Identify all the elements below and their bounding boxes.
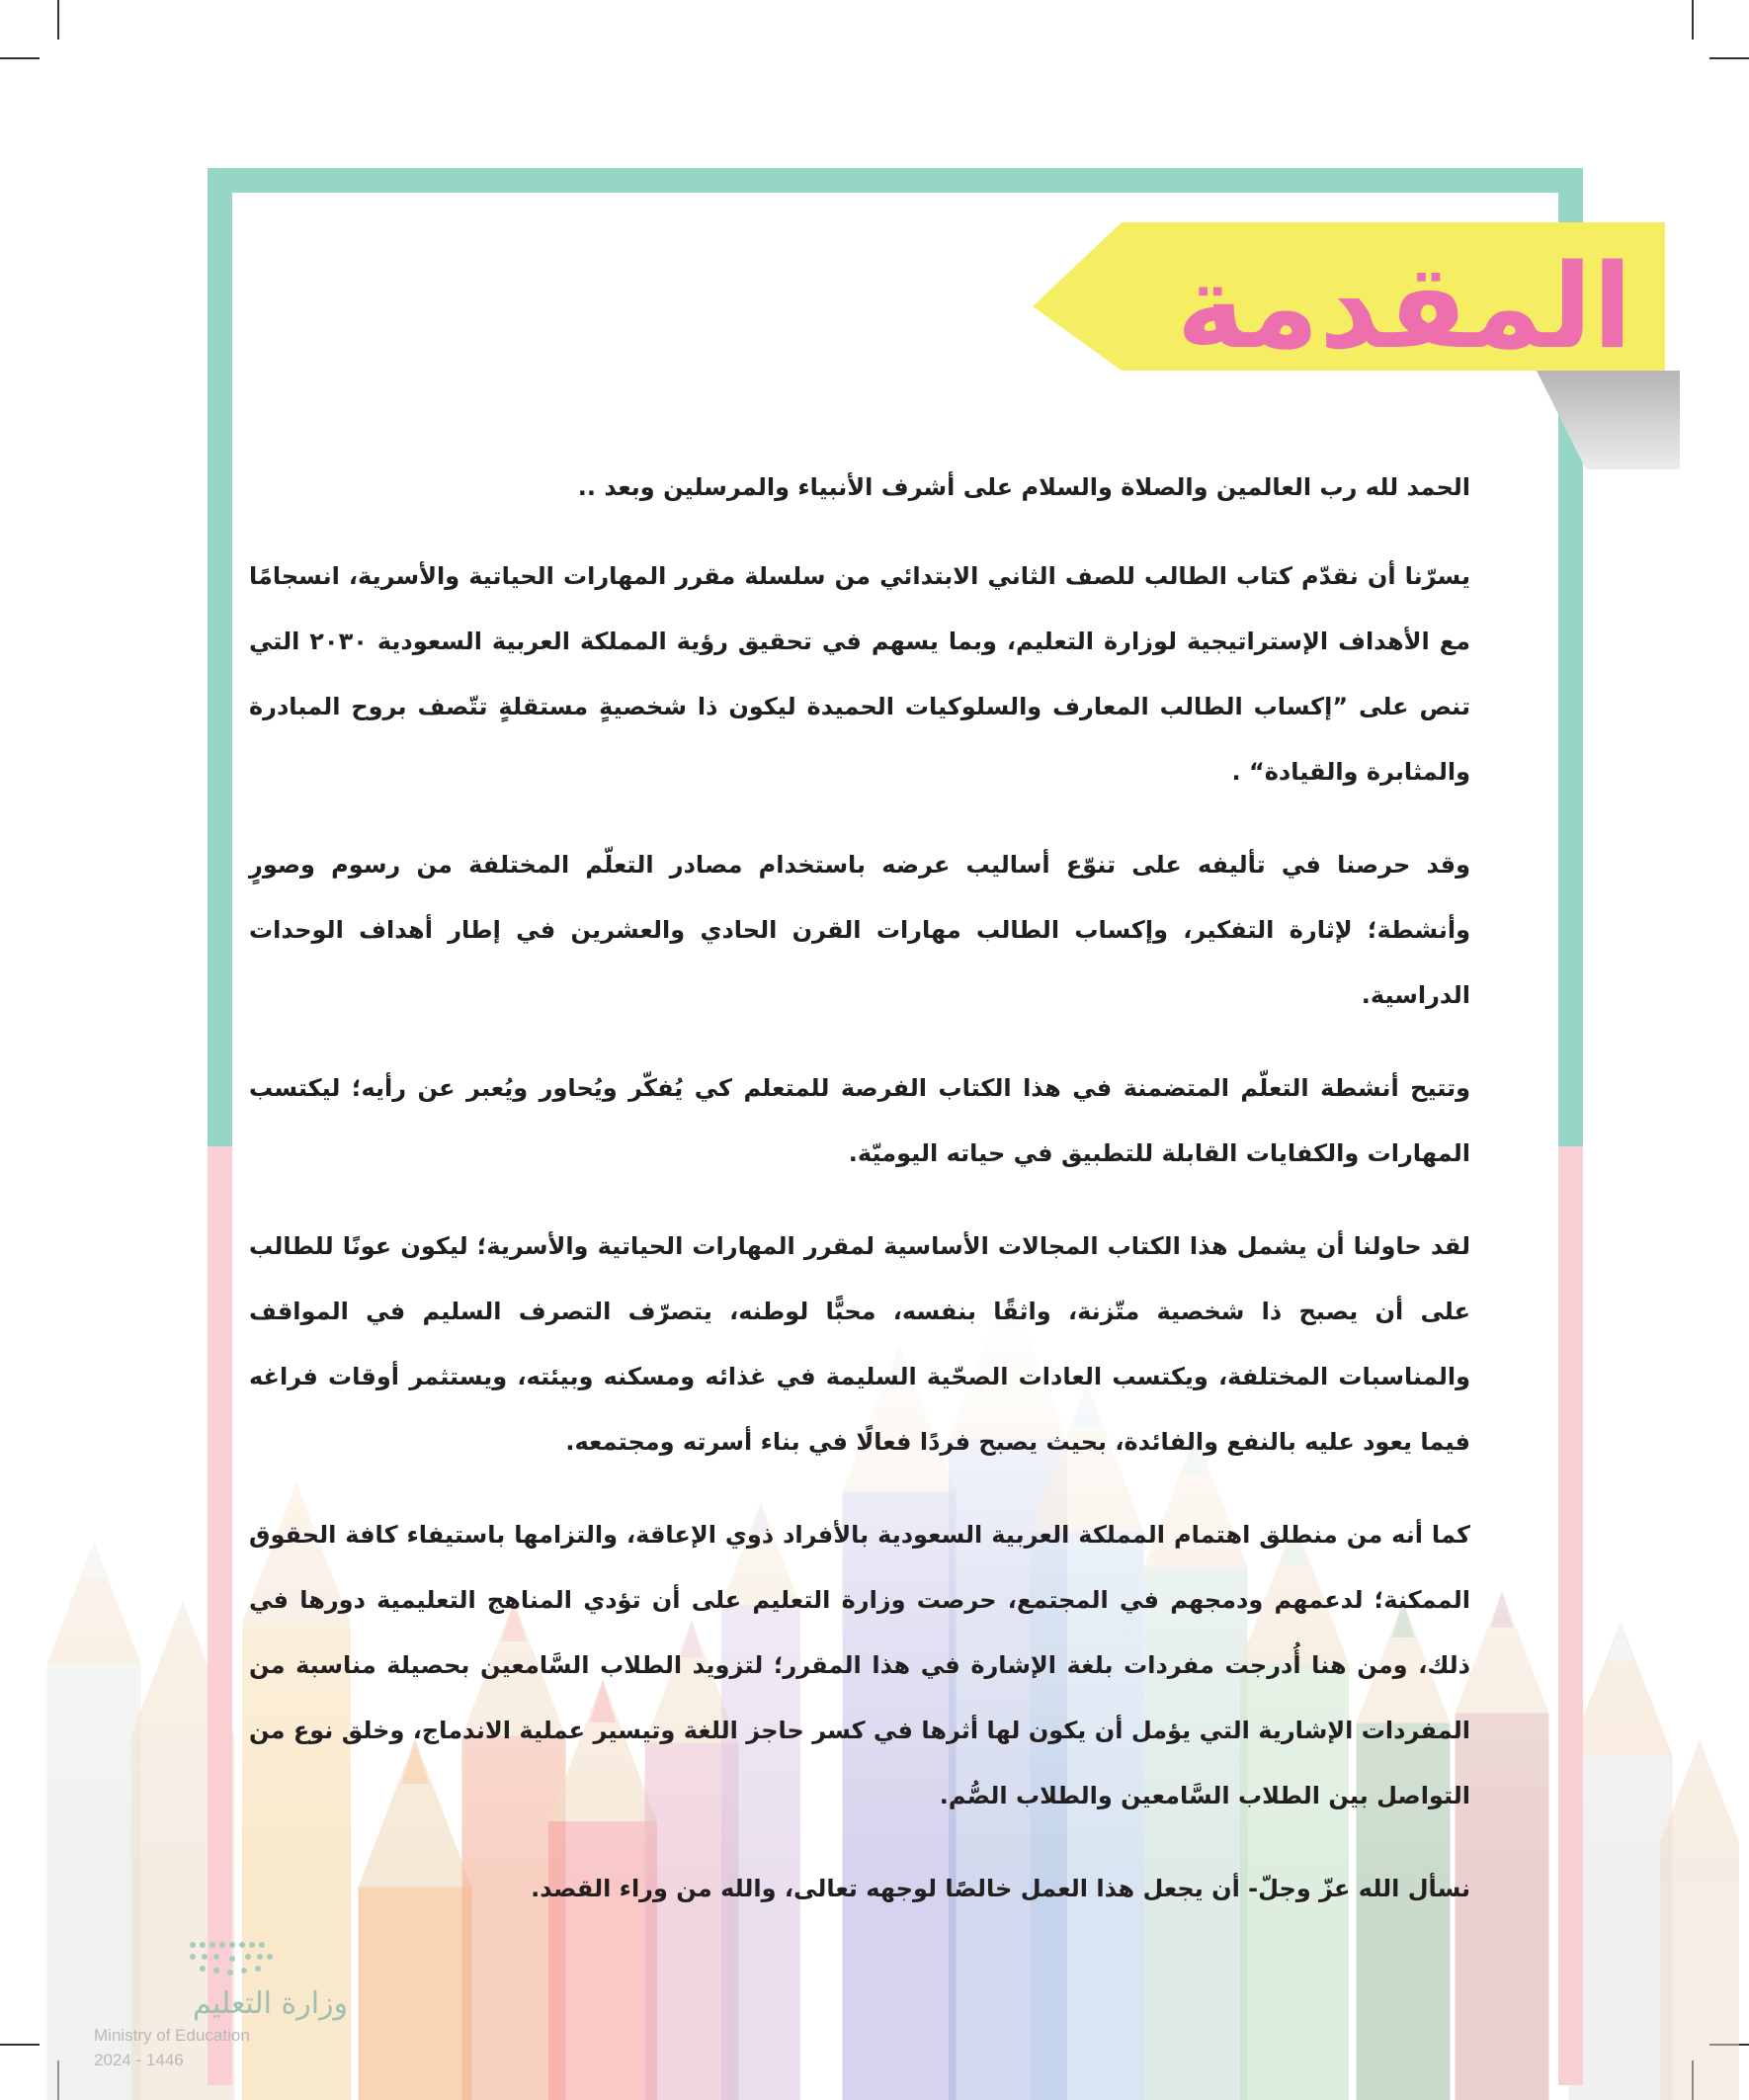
pencil-body xyxy=(1660,1842,1739,2100)
paragraph: وتتيح أنشطة التعلّم المتضمنة في هذا الكتاب الفرصة للمتعلم كي يُفكّر ويُحاور ويُعبر عن رأيه؛ ليكتسب المهارات والكفايات القابلة للتطبيق في حياته اليوميّة. xyxy=(249,1074,1470,1167)
paragraph: لقد حاولنا أن يشمل هذا الكتاب المجالات الأساسية لمقرر المهارات الحياتية والأسرية؛ ليكون عونًا للطالب على أن يصبح ذا شخصية متّزنة، واثقًا بنفسه، محبًّا لوطنه، يتصرّف التصرف السليم في المواقف والمناسبات المختلفة، ويكتسب العادات الصحّية السليمة في غذائه ومسكنه وبيئته، ويستثمر أوقات فراغه فيما يعود عليه بالنفع والفائدة، بحيث يصبح فردًا فعالًا في بناء أسرته ومجتمعه. xyxy=(249,1232,1470,1456)
frame-right-border-lower xyxy=(1558,1146,1583,2085)
logo-english-text: Ministry of Education xyxy=(94,2026,250,2045)
frame-left-border xyxy=(208,168,232,1146)
paragraph: كما أنه من منطلق اهتمام المملكة العربية السعودية بالأفراد ذوي الإعاقة، والتزامها باستيفاء كافة الحقوق الممكنة؛ لدعمهم ودمجهم في المجتمع، حرصت وزارة التعليم على أن تؤدي المناهج التعليمية دورها في ذلك، ومن هنا أُدرجت مفردات بلغة الإشارة في هذا المقرر؛ لتزويد الطلاب السَّامعين بحصيلة مناسبة من المفردات الإشارية التي يؤمل أن يكون لها أثرها في كسر حاجز اللغة وتيسير عملية الاندماج، وخلق نوع من التواصل بين الطلاب السَّامعين والطلاب الصُّم. xyxy=(249,1521,1470,1809)
paragraph: يسرّنا أن نقدّم كتاب الطالب للصف الثاني الابتدائي من سلسلة مقرر المهارات الحياتية والأسرية، انسجامًا مع الأهداف الإستراتيجية لوزارة التعليم، وبما يسهم في تحقيق رؤية المملكة العربية السعودية ٢٠٣٠ التي تنص على ”إكساب الطالب المعارف والسلوكيات الحميدة ليكون ذا شخصيةٍ مستقلةٍ تتّصف بروح المبادرة والمثابرة والقيادة“ . xyxy=(249,562,1470,786)
paragraph: وقد حرصنا في تأليفه على تنوّع أساليب عرضه باستخدام مصادر التعلّم المختلفة من رسوم وصورٍ وأنشطة؛ لإثارة التفكير، وإكساب الطالب مهارات القرن الحادي والعشرين في إطار أهداف الوحدات الدراسية. xyxy=(249,851,1470,1009)
logo-dots-icon xyxy=(183,1937,277,1981)
paragraph: نسأل الله عزّ وجلّ- أن يجعل هذا العمل خالصًا لوجهه تعالى، والله من وراء القصد. xyxy=(531,1875,1470,1902)
frame-top-border xyxy=(208,168,1583,193)
introduction-text xyxy=(249,455,1470,1949)
logo-year-text: 2024 - 1446 xyxy=(94,2051,184,2069)
paragraph: الحمد لله رب العالمين والصلاة والسلام على أشرف الأنبياء والمرسلين وبعد .. xyxy=(577,473,1470,501)
logo-arabic-text: وزارة التعليم xyxy=(193,1986,349,2021)
page-title: المقدمة xyxy=(1176,238,1632,375)
